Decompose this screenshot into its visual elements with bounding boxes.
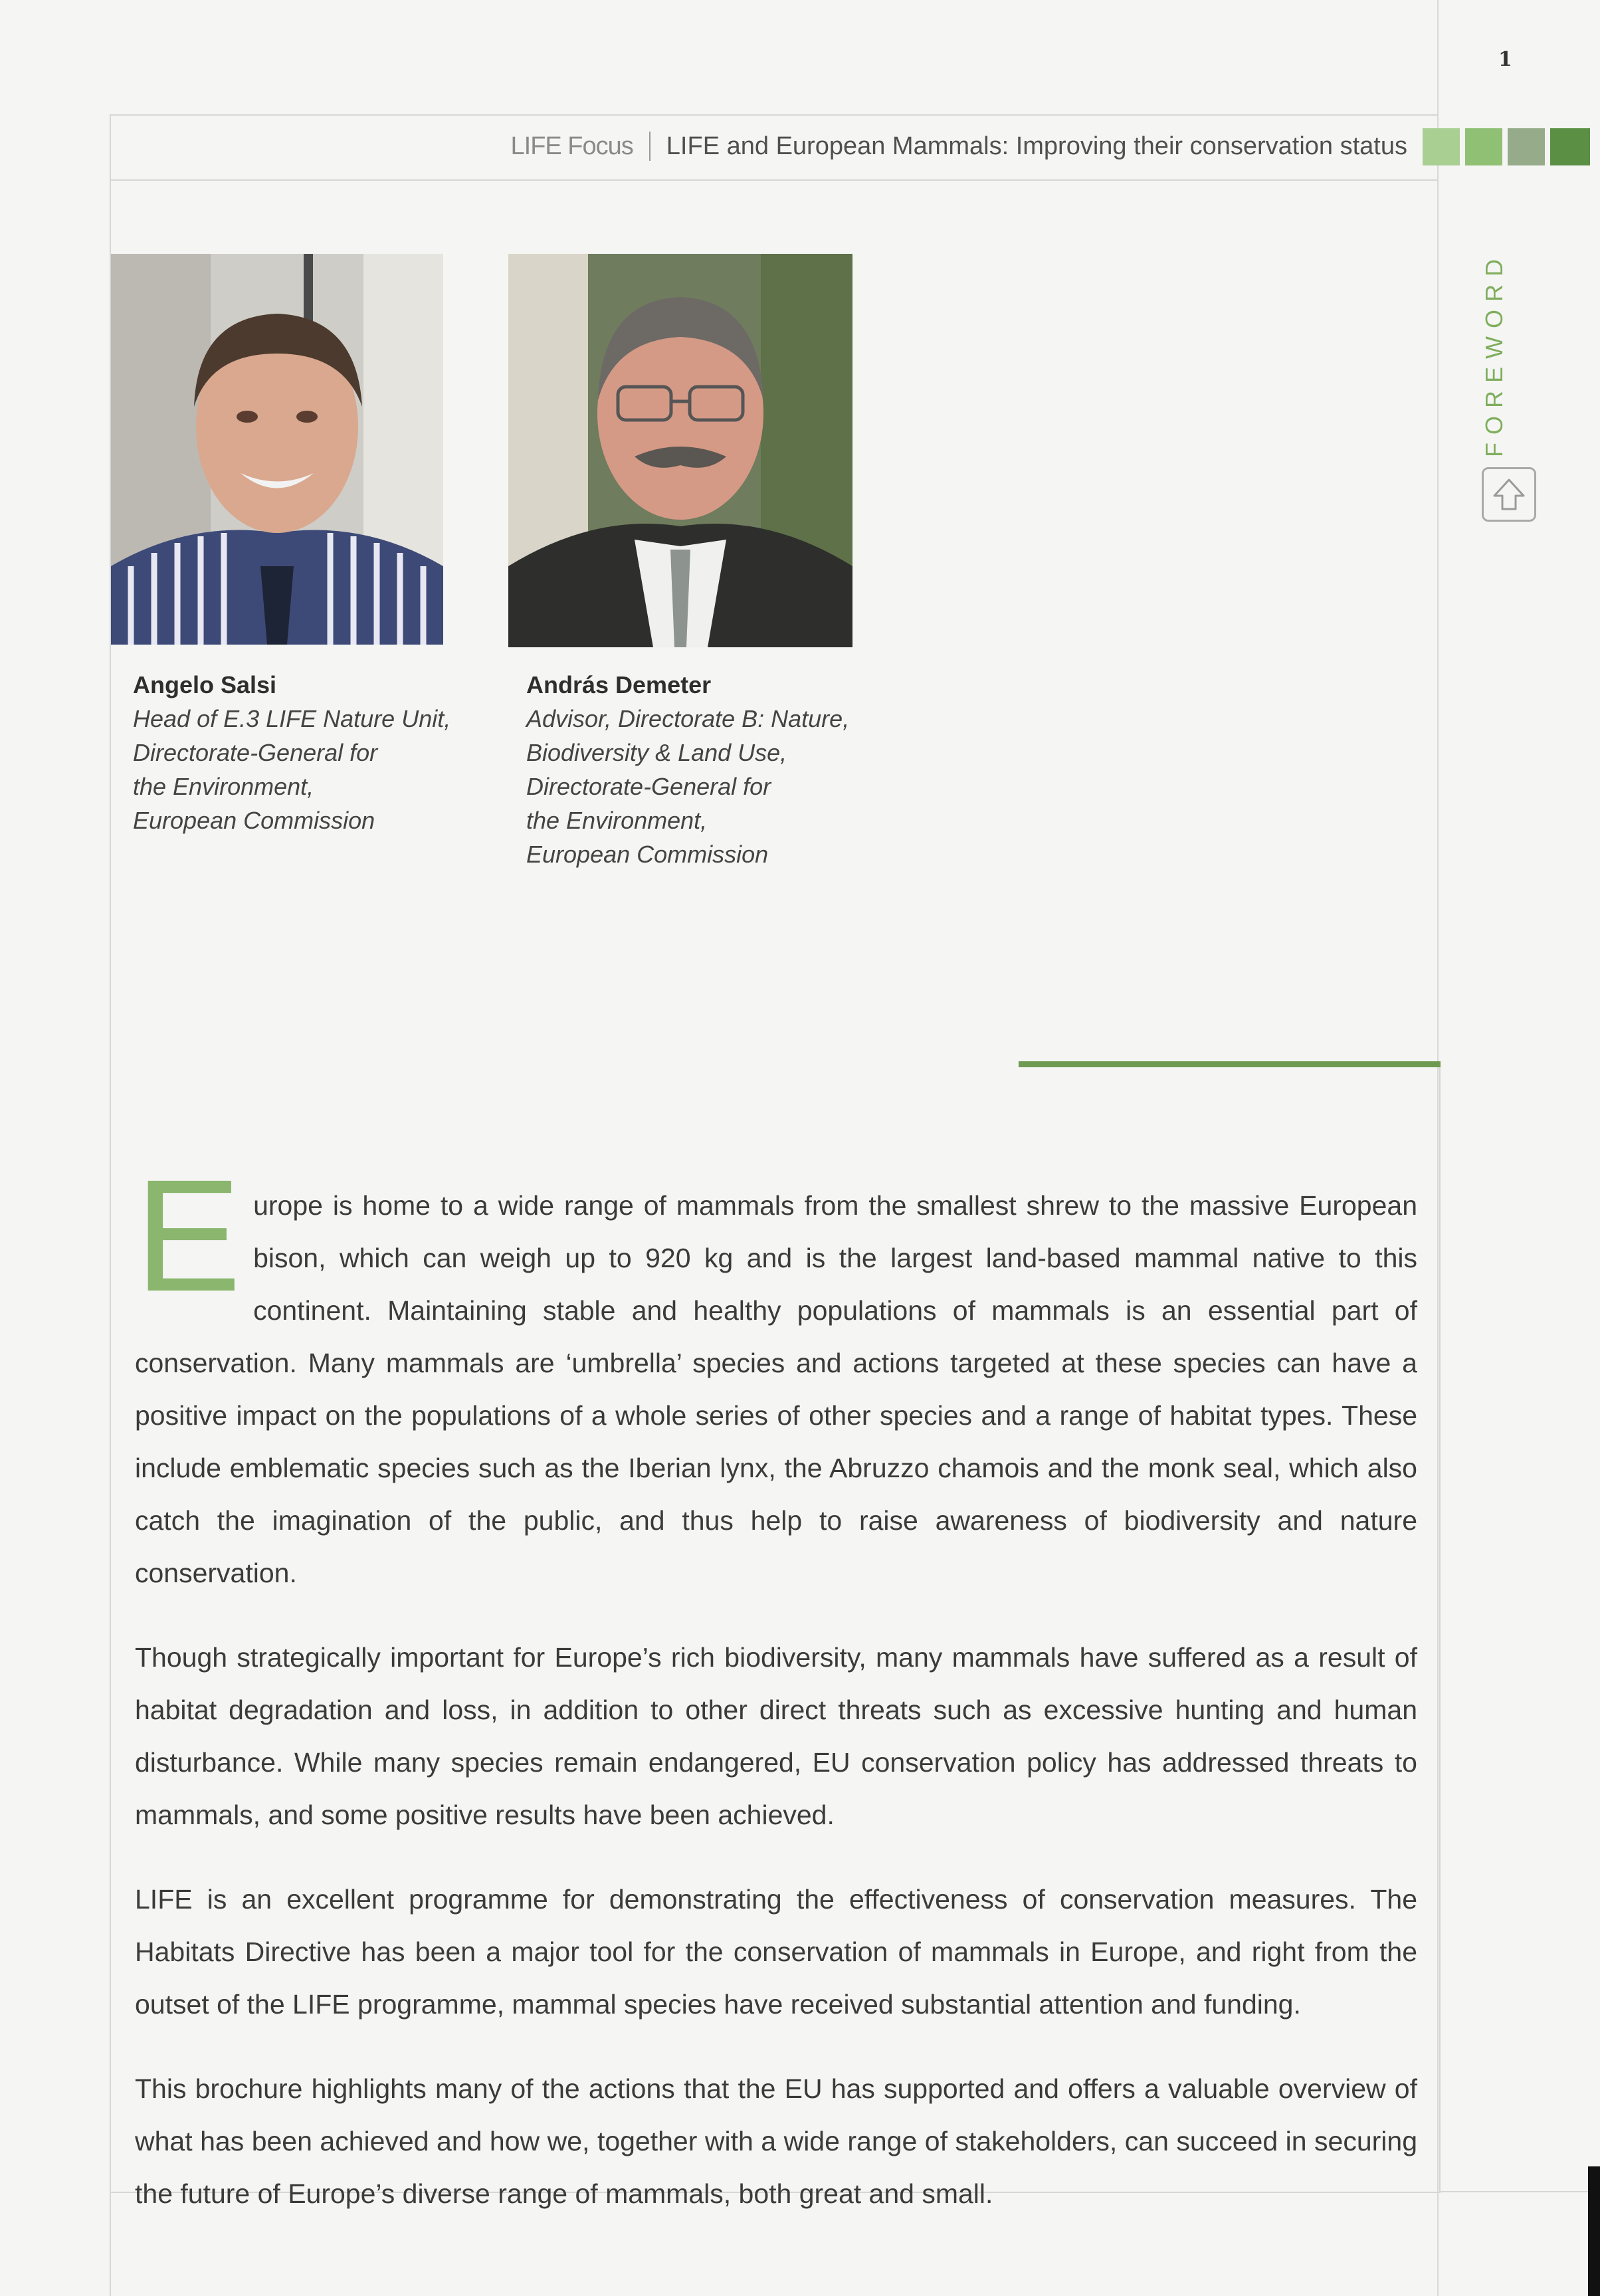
foreword-paragraph: LIFE is an excellent programme for demonstrating the effectiveness of conservation measures. The Habitats Directive has been a major tool for the conservation of mammals in Europe, and right from the outset of the LIFE programme, mammal species have received substantial attention and funding.: [135, 1884, 1417, 2020]
foreword-text: [135, 1146, 1417, 2252]
bottom-rule: [1441, 2191, 1600, 2192]
running-header: [511, 132, 1408, 161]
person-role-line: Advisor, Directorate B: Nature,: [526, 705, 850, 732]
publication-title: LIFE and European Mammals: Improving their conservation status: [666, 132, 1407, 160]
header-square: [1508, 128, 1545, 165]
person-role-line: Directorate-General for: [133, 739, 378, 766]
foreword-paragraph: This brochure highlights many of the actions that the EU has supported and offers a valuable overview of what has been achieved and how we, together with a wide range of stakeholders, can succeed in securing the future of Europe’s diverse range of mammals, both great and small.: [135, 2073, 1417, 2209]
header-color-squares: [1423, 128, 1590, 165]
arrow-up-icon: [1489, 474, 1529, 514]
person-role-line: the Environment,: [526, 807, 708, 834]
drop-cap: E: [135, 1146, 242, 1324]
person-role-line: Biodiversity & Land Use,: [526, 739, 787, 766]
person-role-line: European Commission: [526, 841, 769, 868]
accent-green-rule: [1019, 1061, 1441, 1067]
page-number: 1: [1498, 48, 1512, 71]
person-role-line: Head of E.3 LIFE Nature Unit,: [133, 705, 451, 732]
scan-edge-shadow: [1588, 2166, 1600, 2296]
header-divider: [649, 132, 650, 161]
person-name: Angelo Salsi: [133, 671, 277, 698]
foreword-paragraph: [135, 1146, 1417, 1600]
person-role-line: European Commission: [133, 807, 375, 834]
paragraph-text: urope is home to a wide range of mammals from the smallest shrew to the massive European bison, which can weigh up to 920 kg and is the largest land-based mammal native to this continent. Maintaining stable and healthy populations of mammals is an essential part of conservation. Many mammals are ‘umbrella’ species and actions targeted at these species can have a positive impact on the populations of a whole series of other species and a range of habitat types. These include emblematic species such as the Iberian lynx, the Abruzzo chamois and the monk seal, which also catch the imagination of the public, and thus help to raise awareness of biodiversity and nature conservation.: [135, 1190, 1417, 1588]
section-tab-foreword[interactable]: FOREWORD: [1480, 251, 1508, 457]
header-square: [1550, 128, 1590, 165]
person-role-line: the Environment,: [133, 773, 314, 800]
person-role-line: Directorate-General for: [526, 773, 771, 800]
series-name: LIFE Focus: [510, 132, 633, 160]
header-square: [1465, 128, 1502, 165]
portrait-photo-andras-demeter: [508, 254, 852, 647]
caption-angelo-salsi: [133, 668, 450, 837]
person-name: András Demeter: [526, 671, 712, 698]
header-square: [1423, 128, 1460, 165]
back-to-top-button[interactable]: [1482, 467, 1536, 522]
caption-andras-demeter: [526, 668, 849, 871]
portrait-photo-angelo-salsi: [111, 254, 443, 645]
foreword-paragraph: Though strategically important for Europe’s rich biodiversity, many mammals have suffered as a result of habitat degradation and loss, in addition to other direct threats such as excessive hunting and human disturbance. While many species remain endangered, EU conservation policy has addressed threats to mammals, and some positive results have been achieved.: [135, 1642, 1417, 1830]
